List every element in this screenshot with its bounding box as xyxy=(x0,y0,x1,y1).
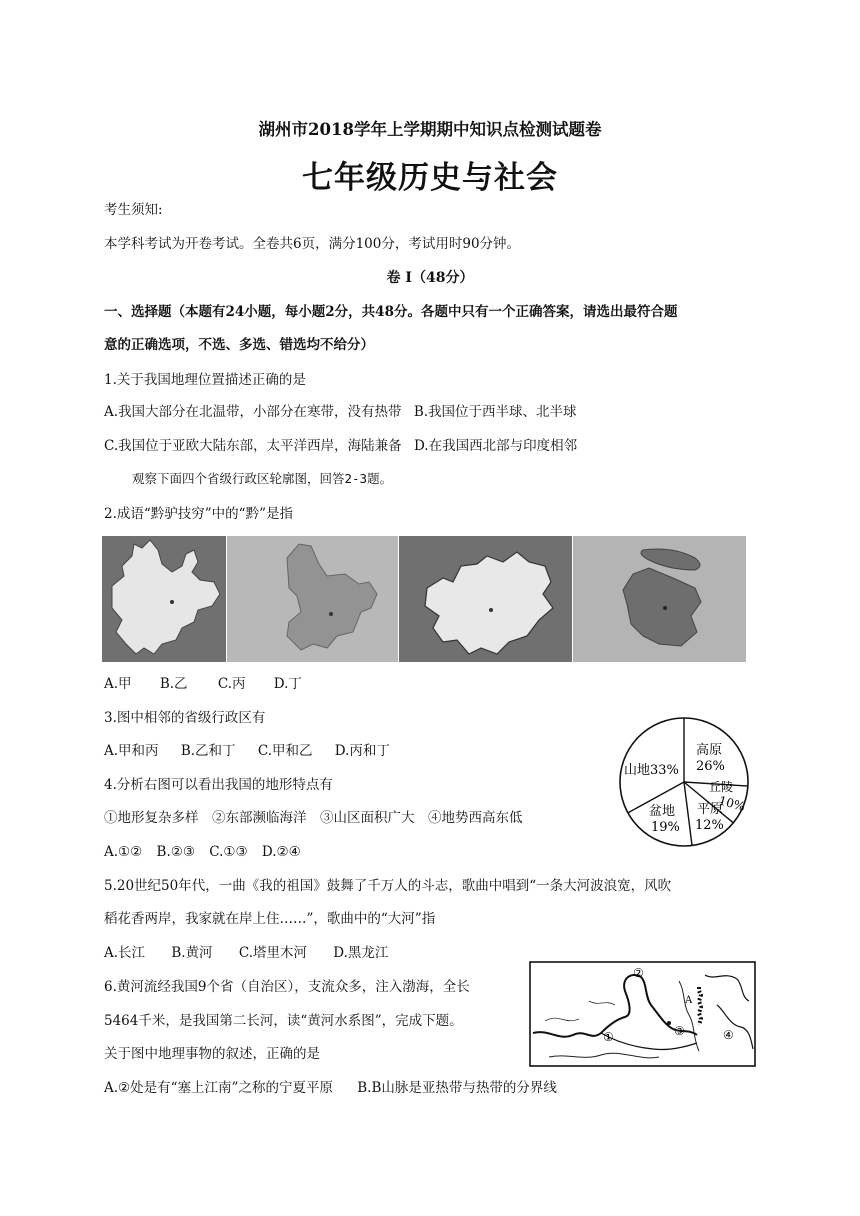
notice-label: 考生须知: xyxy=(104,202,163,218)
province-map-bing xyxy=(399,536,572,662)
pie-label-gaoyuan: 高原 xyxy=(696,743,723,758)
q6-line1: 6.黄河流经我国9个省（自治区），支流众多，注入渤海，全长 xyxy=(104,979,470,995)
q5-line2: 稻花香两岸，我家就在岸上住……”，歌曲中的“大河”指 xyxy=(104,911,436,927)
q3-option-a: A.甲和丙 xyxy=(104,743,159,759)
q3-option-d: D.丙和丁 xyxy=(334,743,390,759)
province-map-yi xyxy=(227,536,398,662)
q5-option-c: C.塔里木河 xyxy=(238,945,307,961)
q5-options xyxy=(104,944,388,962)
section-heading: 卷 Ⅰ（48分） xyxy=(386,270,474,286)
q5-line1: 5.20世纪50年代，一曲《我的祖国》鼓舞了千万人的斗志，歌曲中唱到“一条大河波浪宽，风吹 xyxy=(104,878,672,894)
q5-option-a: A.长江 xyxy=(104,945,146,961)
q3-option-b: B.乙和丁 xyxy=(180,743,236,759)
section-instruction-1: 一、选择题（本题有24小题，每小题2分，共48分。各题中只有一个正确答案，请选出最符合题 xyxy=(104,304,678,320)
exam-title: 七年级历史与社会 xyxy=(302,160,558,196)
province-map-jia xyxy=(102,536,226,662)
river-map-label-1: ① xyxy=(603,1030,614,1044)
q3-stem: 3.图中相邻的省级行政区有 xyxy=(104,710,266,726)
q3-options xyxy=(104,742,390,760)
q2-stem: 2.成语“黔驴技穷”中的“黔”是指 xyxy=(104,506,293,522)
q1-option-c: C.我国位于亚欧大陆东部，太平洋西岸，海陆兼备 xyxy=(104,438,402,454)
province-map-ding xyxy=(573,536,746,662)
q6-option-b: B.B山脉是亚热带与热带的分界线 xyxy=(357,1080,557,1096)
q3-option-c: C.甲和乙 xyxy=(257,743,313,759)
q4-options xyxy=(104,843,301,861)
q4-items: ①地形复杂多样 ②东部濒临海洋 ③山区面积广大 ④地势西高东低 xyxy=(104,810,523,826)
pie-label-pendi: 盆地 xyxy=(649,804,676,819)
section-instruction-2: 意的正确选项，不选、多选、错选均不给分） xyxy=(104,337,374,353)
q4-option-d: D.②④ xyxy=(261,844,301,860)
q4-option-b: B.②③ xyxy=(156,844,195,860)
river-map-label-3: ③ xyxy=(674,1024,685,1038)
pie-label-shandi: 山地33% xyxy=(624,763,679,778)
q1-option-d: D.在我国西北部与印度相邻 xyxy=(413,438,578,454)
q1-options-row2 xyxy=(104,437,577,455)
q6-line3: 关于图中地理事物的叙述，正确的是 xyxy=(104,1046,320,1062)
pie-value-pendi: 19% xyxy=(651,820,680,835)
q6-line2: 5464千米，是我国第二长河，读“黄河水系图”，完成下题。 xyxy=(104,1013,463,1029)
q4-option-a: A.①② xyxy=(104,844,143,860)
yellow-river-map xyxy=(529,961,756,1067)
exam-subtitle: 湖州市2018学年上学期期中知识点检测试题卷 xyxy=(258,120,602,139)
pie-value-pingyuan: 12% xyxy=(695,818,724,833)
notice-text: 本学科考试为开卷考试。全卷共6页，满分100分，考试用时90分钟。 xyxy=(104,236,521,252)
terrain-pie-chart xyxy=(614,712,754,852)
q6-options xyxy=(104,1079,557,1097)
q5-option-d: D.黑龙江 xyxy=(333,945,389,961)
pie-label-pingyuan: 平原 xyxy=(697,802,724,817)
q2-option-b: B.乙 xyxy=(159,676,188,692)
pie-value-qiuling: 10% xyxy=(717,793,747,814)
q4-stem: 4.分析右图可以看出我国的地形特点有 xyxy=(104,777,333,793)
q1-options-row1 xyxy=(104,403,577,421)
q4-option-c: C.①③ xyxy=(209,844,248,860)
q1-option-b: B.我国位于西半球、北半球 xyxy=(413,404,577,420)
river-map-label-4: ④ xyxy=(723,1028,734,1042)
q2-option-d: D.丁 xyxy=(273,676,302,692)
q1-stem: 1.关于我国地理位置描述正确的是 xyxy=(104,372,306,388)
river-map-label-2: ② xyxy=(633,966,644,980)
q2-option-a: A.甲 xyxy=(104,676,132,692)
pie-value-gaoyuan: 26% xyxy=(696,759,725,774)
river-map-label-a: A xyxy=(685,995,693,1006)
q1-option-a: A.我国大部分在北温带，小部分在寒带，没有热带 xyxy=(104,404,402,420)
q2-options xyxy=(104,675,302,693)
q5-option-b: B.黄河 xyxy=(171,945,213,961)
map-instruction: 观察下面四个省级行政区轮廓图，回答2-3题。 xyxy=(132,471,393,486)
q6-option-a: A.②处是有“塞上江南”之称的宁夏平原 xyxy=(104,1080,333,1096)
pie-label-qiuling: 丘陵 xyxy=(709,780,734,794)
q2-option-c: C.丙 xyxy=(217,676,246,692)
